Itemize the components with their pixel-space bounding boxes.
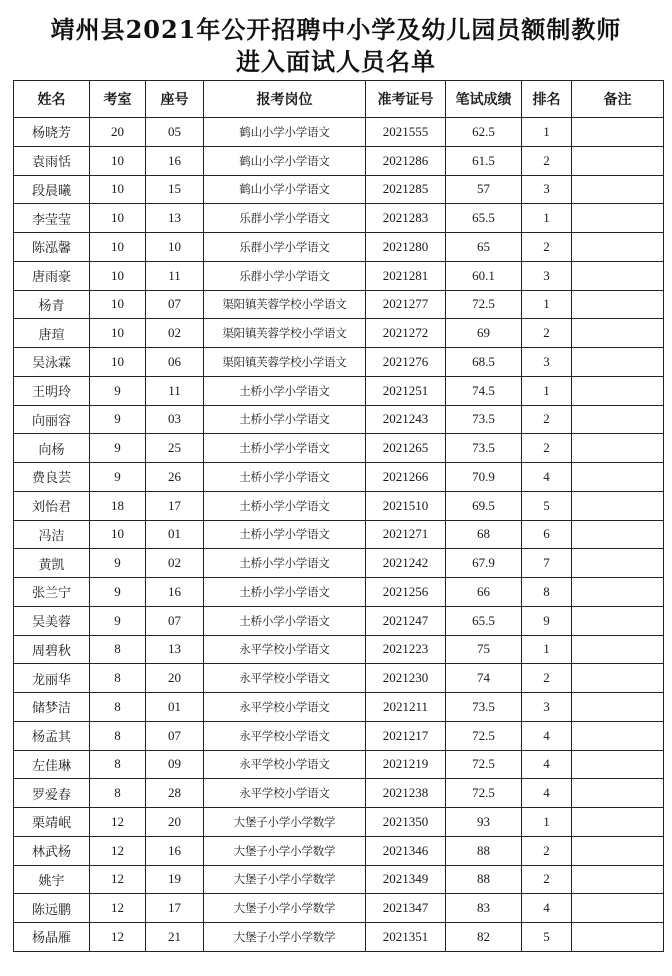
table-row: [14, 146, 664, 175]
cell-exam-room: 10: [90, 175, 146, 204]
table-row: [14, 894, 664, 923]
cell-written-score: 72.5: [446, 721, 522, 750]
cell-position: 土桥小学小学语文: [204, 491, 366, 520]
cell-written-score: 68: [446, 520, 522, 549]
cell-remarks: [572, 261, 664, 290]
column-header-written-score: 笔试成绩: [446, 81, 522, 118]
cell-seat-number: 05: [146, 118, 204, 147]
cell-admission-number: 2021346: [366, 836, 446, 865]
table-row: [14, 578, 664, 607]
cell-seat-number: 07: [146, 606, 204, 635]
cell-remarks: [572, 319, 664, 348]
column-header-rank: 排名: [522, 81, 572, 118]
table-row: [14, 348, 664, 377]
cell-name: 罗爱春: [14, 779, 90, 808]
cell-remarks: [572, 434, 664, 463]
cell-rank: 3: [522, 348, 572, 377]
cell-written-score: 73.5: [446, 693, 522, 722]
table-row: [14, 750, 664, 779]
cell-exam-room: 10: [90, 290, 146, 319]
cell-remarks: [572, 491, 664, 520]
cell-admission-number: 2021265: [366, 434, 446, 463]
cell-position: 土桥小学小学语文: [204, 405, 366, 434]
cell-rank: 2: [522, 836, 572, 865]
cell-exam-room: 8: [90, 750, 146, 779]
table-row: [14, 405, 664, 434]
cell-admission-number: 2021256: [366, 578, 446, 607]
cell-name: 周碧秋: [14, 635, 90, 664]
cell-exam-room: 12: [90, 923, 146, 952]
cell-admission-number: 2021217: [366, 721, 446, 750]
cell-rank: 1: [522, 808, 572, 837]
table-row: [14, 118, 664, 147]
cell-rank: 2: [522, 405, 572, 434]
table-row: [14, 491, 664, 520]
cell-position: 乐群小学小学语文: [204, 233, 366, 262]
cell-remarks: [572, 693, 664, 722]
cell-exam-room: 12: [90, 865, 146, 894]
cell-remarks: [572, 750, 664, 779]
cell-exam-room: 8: [90, 779, 146, 808]
cell-remarks: [572, 808, 664, 837]
cell-written-score: 72.5: [446, 290, 522, 319]
cell-remarks: [572, 779, 664, 808]
cell-exam-room: 20: [90, 118, 146, 147]
cell-written-score: 65.5: [446, 204, 522, 233]
cell-admission-number: 2021347: [366, 894, 446, 923]
cell-admission-number: 2021223: [366, 635, 446, 664]
column-header-remarks: 备注: [572, 81, 664, 118]
cell-remarks: [572, 175, 664, 204]
cell-position: 渠阳镇芙蓉学校小学语文: [204, 348, 366, 377]
cell-seat-number: 02: [146, 549, 204, 578]
table-row: [14, 693, 664, 722]
cell-rank: 5: [522, 491, 572, 520]
cell-rank: 4: [522, 894, 572, 923]
cell-rank: 4: [522, 750, 572, 779]
cell-rank: 8: [522, 578, 572, 607]
cell-position: 永平学校小学语文: [204, 721, 366, 750]
cell-admission-number: 2021283: [366, 204, 446, 233]
cell-position: 土桥小学小学语文: [204, 376, 366, 405]
document-title-line-2: 进入面试人员名单: [236, 47, 436, 76]
cell-rank: 3: [522, 175, 572, 204]
cell-admission-number: 2021349: [366, 865, 446, 894]
cell-rank: 7: [522, 549, 572, 578]
cell-position: 土桥小学小学语文: [204, 549, 366, 578]
table-row: [14, 175, 664, 204]
cell-exam-room: 10: [90, 261, 146, 290]
cell-seat-number: 21: [146, 923, 204, 952]
cell-name: 段晨曦: [14, 175, 90, 204]
cell-written-score: 60.1: [446, 261, 522, 290]
cell-name: 陈泓馨: [14, 233, 90, 262]
cell-position: 渠阳镇芙蓉学校小学语文: [204, 319, 366, 348]
cell-exam-room: 8: [90, 693, 146, 722]
cell-admission-number: 2021271: [366, 520, 446, 549]
cell-seat-number: 03: [146, 405, 204, 434]
cell-position: 永平学校小学语文: [204, 750, 366, 779]
table-row: [14, 549, 664, 578]
cell-admission-number: 2021281: [366, 261, 446, 290]
cell-seat-number: 25: [146, 434, 204, 463]
cell-name: 向杨: [14, 434, 90, 463]
table-row: [14, 376, 664, 405]
cell-rank: 3: [522, 261, 572, 290]
cell-remarks: [572, 635, 664, 664]
table-row: [14, 319, 664, 348]
cell-admission-number: 2021350: [366, 808, 446, 837]
cell-exam-room: 10: [90, 520, 146, 549]
cell-admission-number: 2021285: [366, 175, 446, 204]
cell-position: 大堡子小学小学数学: [204, 865, 366, 894]
cell-admission-number: 2021272: [366, 319, 446, 348]
cell-rank: 4: [522, 779, 572, 808]
cell-exam-room: 18: [90, 491, 146, 520]
cell-exam-room: 8: [90, 635, 146, 664]
cell-remarks: [572, 549, 664, 578]
cell-seat-number: 17: [146, 491, 204, 520]
cell-seat-number: 02: [146, 319, 204, 348]
cell-exam-room: 10: [90, 319, 146, 348]
cell-seat-number: 13: [146, 204, 204, 233]
cell-remarks: [572, 664, 664, 693]
cell-written-score: 66: [446, 578, 522, 607]
table-row: [14, 434, 664, 463]
cell-written-score: 62.5: [446, 118, 522, 147]
cell-name: 左佳琳: [14, 750, 90, 779]
cell-remarks: [572, 578, 664, 607]
cell-position: 土桥小学小学语文: [204, 434, 366, 463]
cell-position: 渠阳镇芙蓉学校小学语文: [204, 290, 366, 319]
column-header-exam-room: 考室: [90, 81, 146, 118]
cell-position: 鹤山小学小学语文: [204, 118, 366, 147]
cell-remarks: [572, 204, 664, 233]
cell-seat-number: 11: [146, 261, 204, 290]
cell-seat-number: 15: [146, 175, 204, 204]
cell-seat-number: 16: [146, 578, 204, 607]
cell-remarks: [572, 146, 664, 175]
cell-remarks: [572, 348, 664, 377]
table-row: [14, 808, 664, 837]
table-row: [14, 290, 664, 319]
cell-written-score: 57: [446, 175, 522, 204]
cell-written-score: 61.5: [446, 146, 522, 175]
cell-remarks: [572, 894, 664, 923]
candidate-table: [13, 80, 664, 952]
cell-remarks: [572, 721, 664, 750]
cell-written-score: 73.5: [446, 405, 522, 434]
cell-written-score: 93: [446, 808, 522, 837]
cell-seat-number: 20: [146, 664, 204, 693]
table-row: [14, 261, 664, 290]
cell-written-score: 69.5: [446, 491, 522, 520]
cell-seat-number: 10: [146, 233, 204, 262]
cell-exam-room: 9: [90, 463, 146, 492]
cell-exam-room: 10: [90, 204, 146, 233]
cell-remarks: [572, 405, 664, 434]
cell-name: 杨晶雁: [14, 923, 90, 952]
cell-position: 永平学校小学语文: [204, 693, 366, 722]
cell-admission-number: 2021211: [366, 693, 446, 722]
table-row: [14, 721, 664, 750]
cell-seat-number: 06: [146, 348, 204, 377]
cell-written-score: 88: [446, 836, 522, 865]
table-row: [14, 865, 664, 894]
cell-exam-room: 12: [90, 808, 146, 837]
cell-position: 土桥小学小学语文: [204, 578, 366, 607]
cell-seat-number: 20: [146, 808, 204, 837]
cell-position: 土桥小学小学语文: [204, 463, 366, 492]
cell-name: 杨孟其: [14, 721, 90, 750]
cell-rank: 2: [522, 434, 572, 463]
table-row: [14, 204, 664, 233]
column-header-seat-number: 座号: [146, 81, 204, 118]
cell-remarks: [572, 865, 664, 894]
cell-position: 土桥小学小学语文: [204, 520, 366, 549]
cell-position: 大堡子小学小学数学: [204, 808, 366, 837]
cell-exam-room: 10: [90, 233, 146, 262]
cell-exam-room: 8: [90, 664, 146, 693]
cell-written-score: 74.5: [446, 376, 522, 405]
cell-admission-number: 2021219: [366, 750, 446, 779]
cell-exam-room: 9: [90, 549, 146, 578]
cell-exam-room: 10: [90, 146, 146, 175]
cell-position: 鹤山小学小学语文: [204, 146, 366, 175]
table-header-row: [14, 81, 664, 118]
cell-name: 龙丽华: [14, 664, 90, 693]
cell-seat-number: 17: [146, 894, 204, 923]
cell-position: 大堡子小学小学数学: [204, 923, 366, 952]
cell-name: 袁雨恬: [14, 146, 90, 175]
cell-admission-number: 2021280: [366, 233, 446, 262]
cell-written-score: 65.5: [446, 606, 522, 635]
cell-name: 王明玲: [14, 376, 90, 405]
cell-admission-number: 2021276: [366, 348, 446, 377]
cell-rank: 2: [522, 319, 572, 348]
cell-remarks: [572, 463, 664, 492]
cell-name: 陈远鹏: [14, 894, 90, 923]
cell-name: 唐雨豪: [14, 261, 90, 290]
cell-admission-number: 2021242: [366, 549, 446, 578]
cell-admission-number: 2021251: [366, 376, 446, 405]
cell-admission-number: 2021555: [366, 118, 446, 147]
cell-name: 吴美蓉: [14, 606, 90, 635]
cell-exam-room: 8: [90, 721, 146, 750]
cell-rank: 2: [522, 146, 572, 175]
cell-rank: 9: [522, 606, 572, 635]
cell-exam-room: 9: [90, 434, 146, 463]
cell-admission-number: 2021243: [366, 405, 446, 434]
cell-admission-number: 2021510: [366, 491, 446, 520]
cell-seat-number: 11: [146, 376, 204, 405]
cell-rank: 4: [522, 721, 572, 750]
cell-name: 唐瑄: [14, 319, 90, 348]
cell-exam-room: 9: [90, 376, 146, 405]
cell-remarks: [572, 923, 664, 952]
cell-seat-number: 13: [146, 635, 204, 664]
cell-admission-number: 2021230: [366, 664, 446, 693]
cell-name: 姚宇: [14, 865, 90, 894]
cell-seat-number: 26: [146, 463, 204, 492]
cell-seat-number: 19: [146, 865, 204, 894]
cell-name: 吴泳霖: [14, 348, 90, 377]
cell-written-score: 72.5: [446, 750, 522, 779]
cell-exam-room: 9: [90, 606, 146, 635]
cell-exam-room: 12: [90, 836, 146, 865]
cell-exam-room: 9: [90, 578, 146, 607]
cell-remarks: [572, 520, 664, 549]
cell-rank: 5: [522, 923, 572, 952]
cell-seat-number: 16: [146, 836, 204, 865]
cell-position: 永平学校小学语文: [204, 779, 366, 808]
cell-name: 杨青: [14, 290, 90, 319]
column-header-name: 姓名: [14, 81, 90, 118]
cell-rank: 2: [522, 664, 572, 693]
cell-position: 大堡子小学小学数学: [204, 836, 366, 865]
cell-seat-number: 16: [146, 146, 204, 175]
table-row: [14, 635, 664, 664]
table-row: [14, 923, 664, 952]
cell-admission-number: 2021277: [366, 290, 446, 319]
cell-written-score: 88: [446, 865, 522, 894]
cell-position: 乐群小学小学语文: [204, 261, 366, 290]
cell-seat-number: 09: [146, 750, 204, 779]
cell-exam-room: 9: [90, 405, 146, 434]
cell-written-score: 73.5: [446, 434, 522, 463]
cell-name: 向丽容: [14, 405, 90, 434]
cell-admission-number: 2021351: [366, 923, 446, 952]
cell-rank: 1: [522, 376, 572, 405]
cell-name: 林武杨: [14, 836, 90, 865]
table-row: [14, 779, 664, 808]
cell-position: 永平学校小学语文: [204, 664, 366, 693]
cell-position: 乐群小学小学语文: [204, 204, 366, 233]
cell-rank: 4: [522, 463, 572, 492]
cell-name: 冯洁: [14, 520, 90, 549]
cell-seat-number: 01: [146, 520, 204, 549]
cell-rank: 1: [522, 635, 572, 664]
cell-rank: 1: [522, 204, 572, 233]
table-row: [14, 520, 664, 549]
cell-admission-number: 2021247: [366, 606, 446, 635]
cell-written-score: 72.5: [446, 779, 522, 808]
cell-name: 刘怡君: [14, 491, 90, 520]
cell-rank: 1: [522, 118, 572, 147]
cell-position: 大堡子小学小学数学: [204, 894, 366, 923]
table-row: [14, 606, 664, 635]
cell-position: 永平学校小学语文: [204, 635, 366, 664]
cell-position: 土桥小学小学语文: [204, 606, 366, 635]
cell-written-score: 82: [446, 923, 522, 952]
table-row: [14, 664, 664, 693]
document-title-line-1: 靖州县2021年公开招聘中小学及幼儿园员额制教师: [50, 15, 622, 44]
cell-seat-number: 28: [146, 779, 204, 808]
cell-written-score: 67.9: [446, 549, 522, 578]
cell-name: 费良芸: [14, 463, 90, 492]
table-row: [14, 836, 664, 865]
cell-remarks: [572, 118, 664, 147]
cell-remarks: [572, 233, 664, 262]
cell-name: 李莹莹: [14, 204, 90, 233]
cell-written-score: 70.9: [446, 463, 522, 492]
cell-remarks: [572, 836, 664, 865]
cell-remarks: [572, 376, 664, 405]
cell-seat-number: 07: [146, 721, 204, 750]
table-row: [14, 233, 664, 262]
table-row: [14, 463, 664, 492]
cell-rank: 2: [522, 233, 572, 262]
cell-admission-number: 2021266: [366, 463, 446, 492]
cell-written-score: 75: [446, 635, 522, 664]
column-header-position: 报考岗位: [204, 81, 366, 118]
cell-name: 栗靖岷: [14, 808, 90, 837]
cell-exam-room: 10: [90, 348, 146, 377]
cell-admission-number: 2021286: [366, 146, 446, 175]
cell-name: 张兰宁: [14, 578, 90, 607]
cell-rank: 1: [522, 290, 572, 319]
cell-name: 杨晓芳: [14, 118, 90, 147]
cell-written-score: 74: [446, 664, 522, 693]
cell-seat-number: 01: [146, 693, 204, 722]
cell-name: 储梦洁: [14, 693, 90, 722]
cell-rank: 3: [522, 693, 572, 722]
column-header-admission-number: 准考证号: [366, 81, 446, 118]
cell-written-score: 83: [446, 894, 522, 923]
cell-written-score: 68.5: [446, 348, 522, 377]
cell-remarks: [572, 290, 664, 319]
cell-admission-number: 2021238: [366, 779, 446, 808]
cell-written-score: 69: [446, 319, 522, 348]
cell-written-score: 65: [446, 233, 522, 262]
cell-rank: 6: [522, 520, 572, 549]
cell-remarks: [572, 606, 664, 635]
cell-rank: 2: [522, 865, 572, 894]
cell-position: 鹤山小学小学语文: [204, 175, 366, 204]
cell-name: 黄凯: [14, 549, 90, 578]
cell-exam-room: 12: [90, 894, 146, 923]
cell-seat-number: 07: [146, 290, 204, 319]
